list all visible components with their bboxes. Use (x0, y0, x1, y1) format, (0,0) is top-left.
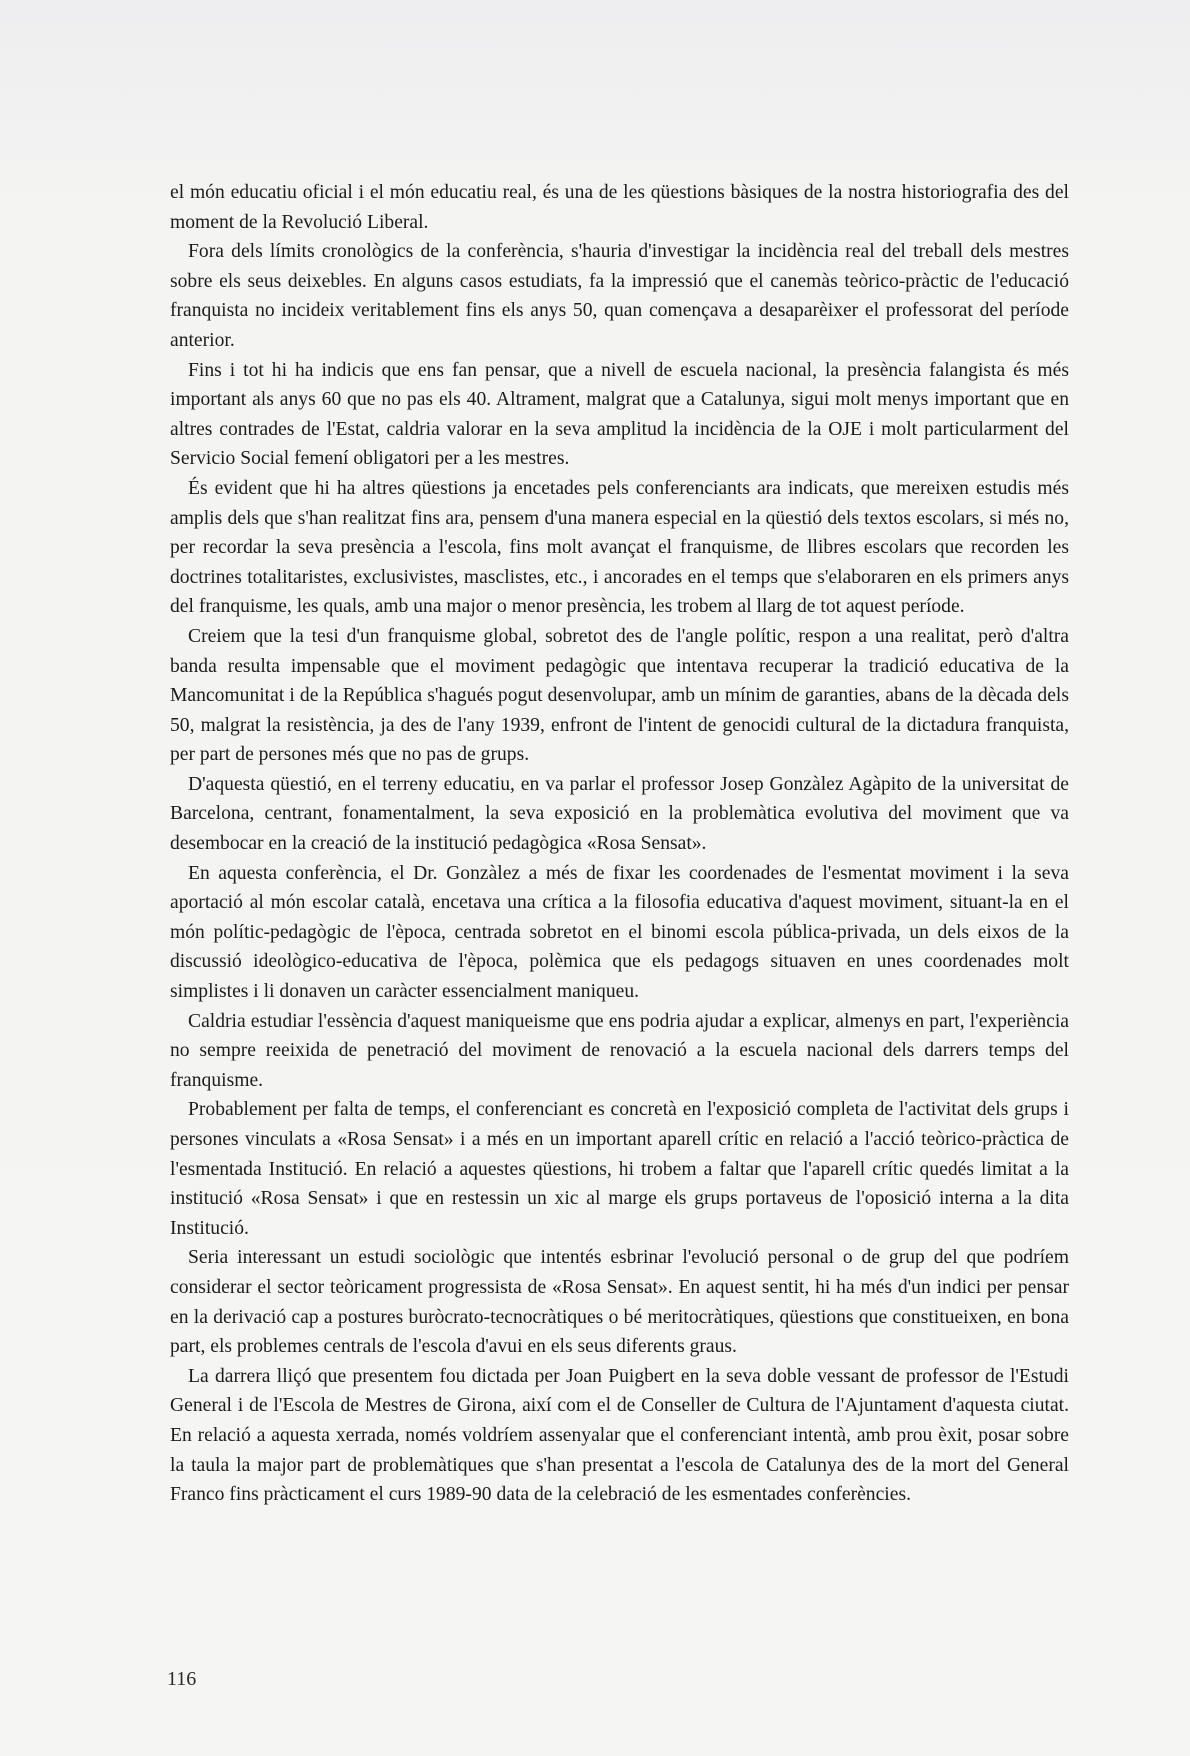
paragraph: D'aquesta qüestió, en el terreny educatiu, en va parlar el professor Josep Gonzàlez Agàpito de la universitat de Barcelona, centrant, fonamentalment, la seva exposició en la problemàtica evolutiva del moviment que va desembocar en la creació de la institució pedagògica «Rosa Sensat». (170, 773, 1069, 855)
paragraph: Fins i tot hi ha indicis que ens fan pensar, que a nivell de escuela nacional, la presència falangista és més important als anys 60 que no pas els 40. Altrament, malgrat que a Catalunya, sigui molt menys important que en altres contrades de l'Estat, caldria valorar en la seva amplitud la incidència de la OJE i molt particularment del Servicio Social femení obligatori per a les mestres. (170, 359, 1069, 470)
paragraph: És evident que hi ha altres qüestions ja encetades pels conferenciants ara indicats, que mereixen estudis més amplis dels que s'han realitzat fins ara, pensem d'una manera especial en la qüestió dels textos escolars, si més no, per recordar la seva presència a l'escola, fins molt avançat el franquisme, de llibres escolars que recorden les doctrines totalitaristes, exclusivistes, masclistes, etc., i ancorades en el temps que s'elaboraren en els primers anys del franquisme, les quals, amb una major o menor presència, les trobem al llarg de tot aquest període. (170, 477, 1069, 618)
paragraph: La darrera lliçó que presentem fou dictada per Joan Puigbert en la seva doble vessant de professor de l'Estudi General i de l'Escola de Mestres de Girona, així com el de Conseller de Cultura de l'Ajuntament d'aquesta ciutat. En relació a aquesta xerrada, només voldríem assenyalar que el conferenciant intentà, amb prou èxit, posar sobre la taula la major part de problemàtiques que s'han presentat a l'escola de Catalunya des de la mort del General Franco fins pràcticament el curs 1989-90 data de la celebració de les esmentades conferències. (170, 1365, 1069, 1506)
paragraph: Probablement per falta de temps, el conferenciant es concretà en l'exposició completa de l'activitat dels grups i persones vinculats a «Rosa Sensat» i a més en un important aparell crític en relació a l'acció teòrico-pràctica de l'esmentada Institució. En relació a aquestes qüestions, hi trobem a faltar que l'aparell crític quedés limitat a la institució «Rosa Sensat» i que en restessin un xic al marge els grups portaveus de l'oposició interna a la dita Institució. (170, 1099, 1069, 1239)
page-number: 116 (167, 1668, 197, 1690)
paragraph: Fora dels límits cronològics de la conferència, s'hauria d'investigar la incidència real del treball dels mestres sobre els seus deixebles. En alguns casos estudiats, fa la impressió que el canemàs teòrico-pràctic de l'educació franquista no incideix veritablement fins els anys 50, quan començava a desaparèixer el professorat del període anterior. (170, 241, 1069, 351)
paragraph: el món educatiu oficial i el món educatiu real, és una de les qüestions bàsiques de la nostra historiografia des del moment de la Revolució Liberal. (170, 182, 1069, 233)
paragraph: En aquesta conferència, el Dr. Gonzàlez a més de fixar les coordenades de l'esmentat moviment i la seva aportació al món escolar català, encetava una crítica a la filosofia educativa d'aquest moviment, situant-la en el món polític-pedagògic de l'època, centrada sobretot en el binomi escola pública-privada, un dels eixos de la discussió ideològico-educativa de l'època, polèmica que els pedagogs situaven en unes coordenades molt simplistes i li donaven un caràcter essencialment maniqueu. (170, 862, 1069, 1003)
paragraph: Creiem que la tesi d'un franquisme global, sobretot des de l'angle polític, respon a una realitat, però d'altra banda resulta impensable que el moviment pedagògic que intentava recuperar la tradició educativa de la Mancomunitat i de la República s'hagués pogut desenvolupar, amb un mínim de garanties, abans de la dècada dels 50, malgrat la resistència, ja des de l'any 1939, enfront de l'intent de genocidi cultural de la dictadura franquista, per part de persones més que no pas de grups. (170, 625, 1069, 766)
body-text (170, 178, 1069, 1510)
paragraph: Seria interessant un estudi sociològic que intentés esbrinar l'evolució personal o de grup del que podríem considerar el sector teòricament progressista de «Rosa Sensat». En aquest sentit, hi ha més d'un indici per pensar en la derivació cap a postures buròcrato-tecnocràtiques o bé meritocràtiques, qüestions que constitueixen, en bona part, els problemes centrals de l'escola d'avui en els seus diferents graus. (170, 1247, 1069, 1358)
paragraph: Caldria estudiar l'essència d'aquest maniqueisme que ens podria ajudar a explicar, almenys en part, l'experiència no sempre reeixida de penetració del moviment de renovació a la escuela nacional dels darrers temps del franquisme. (170, 1010, 1069, 1091)
